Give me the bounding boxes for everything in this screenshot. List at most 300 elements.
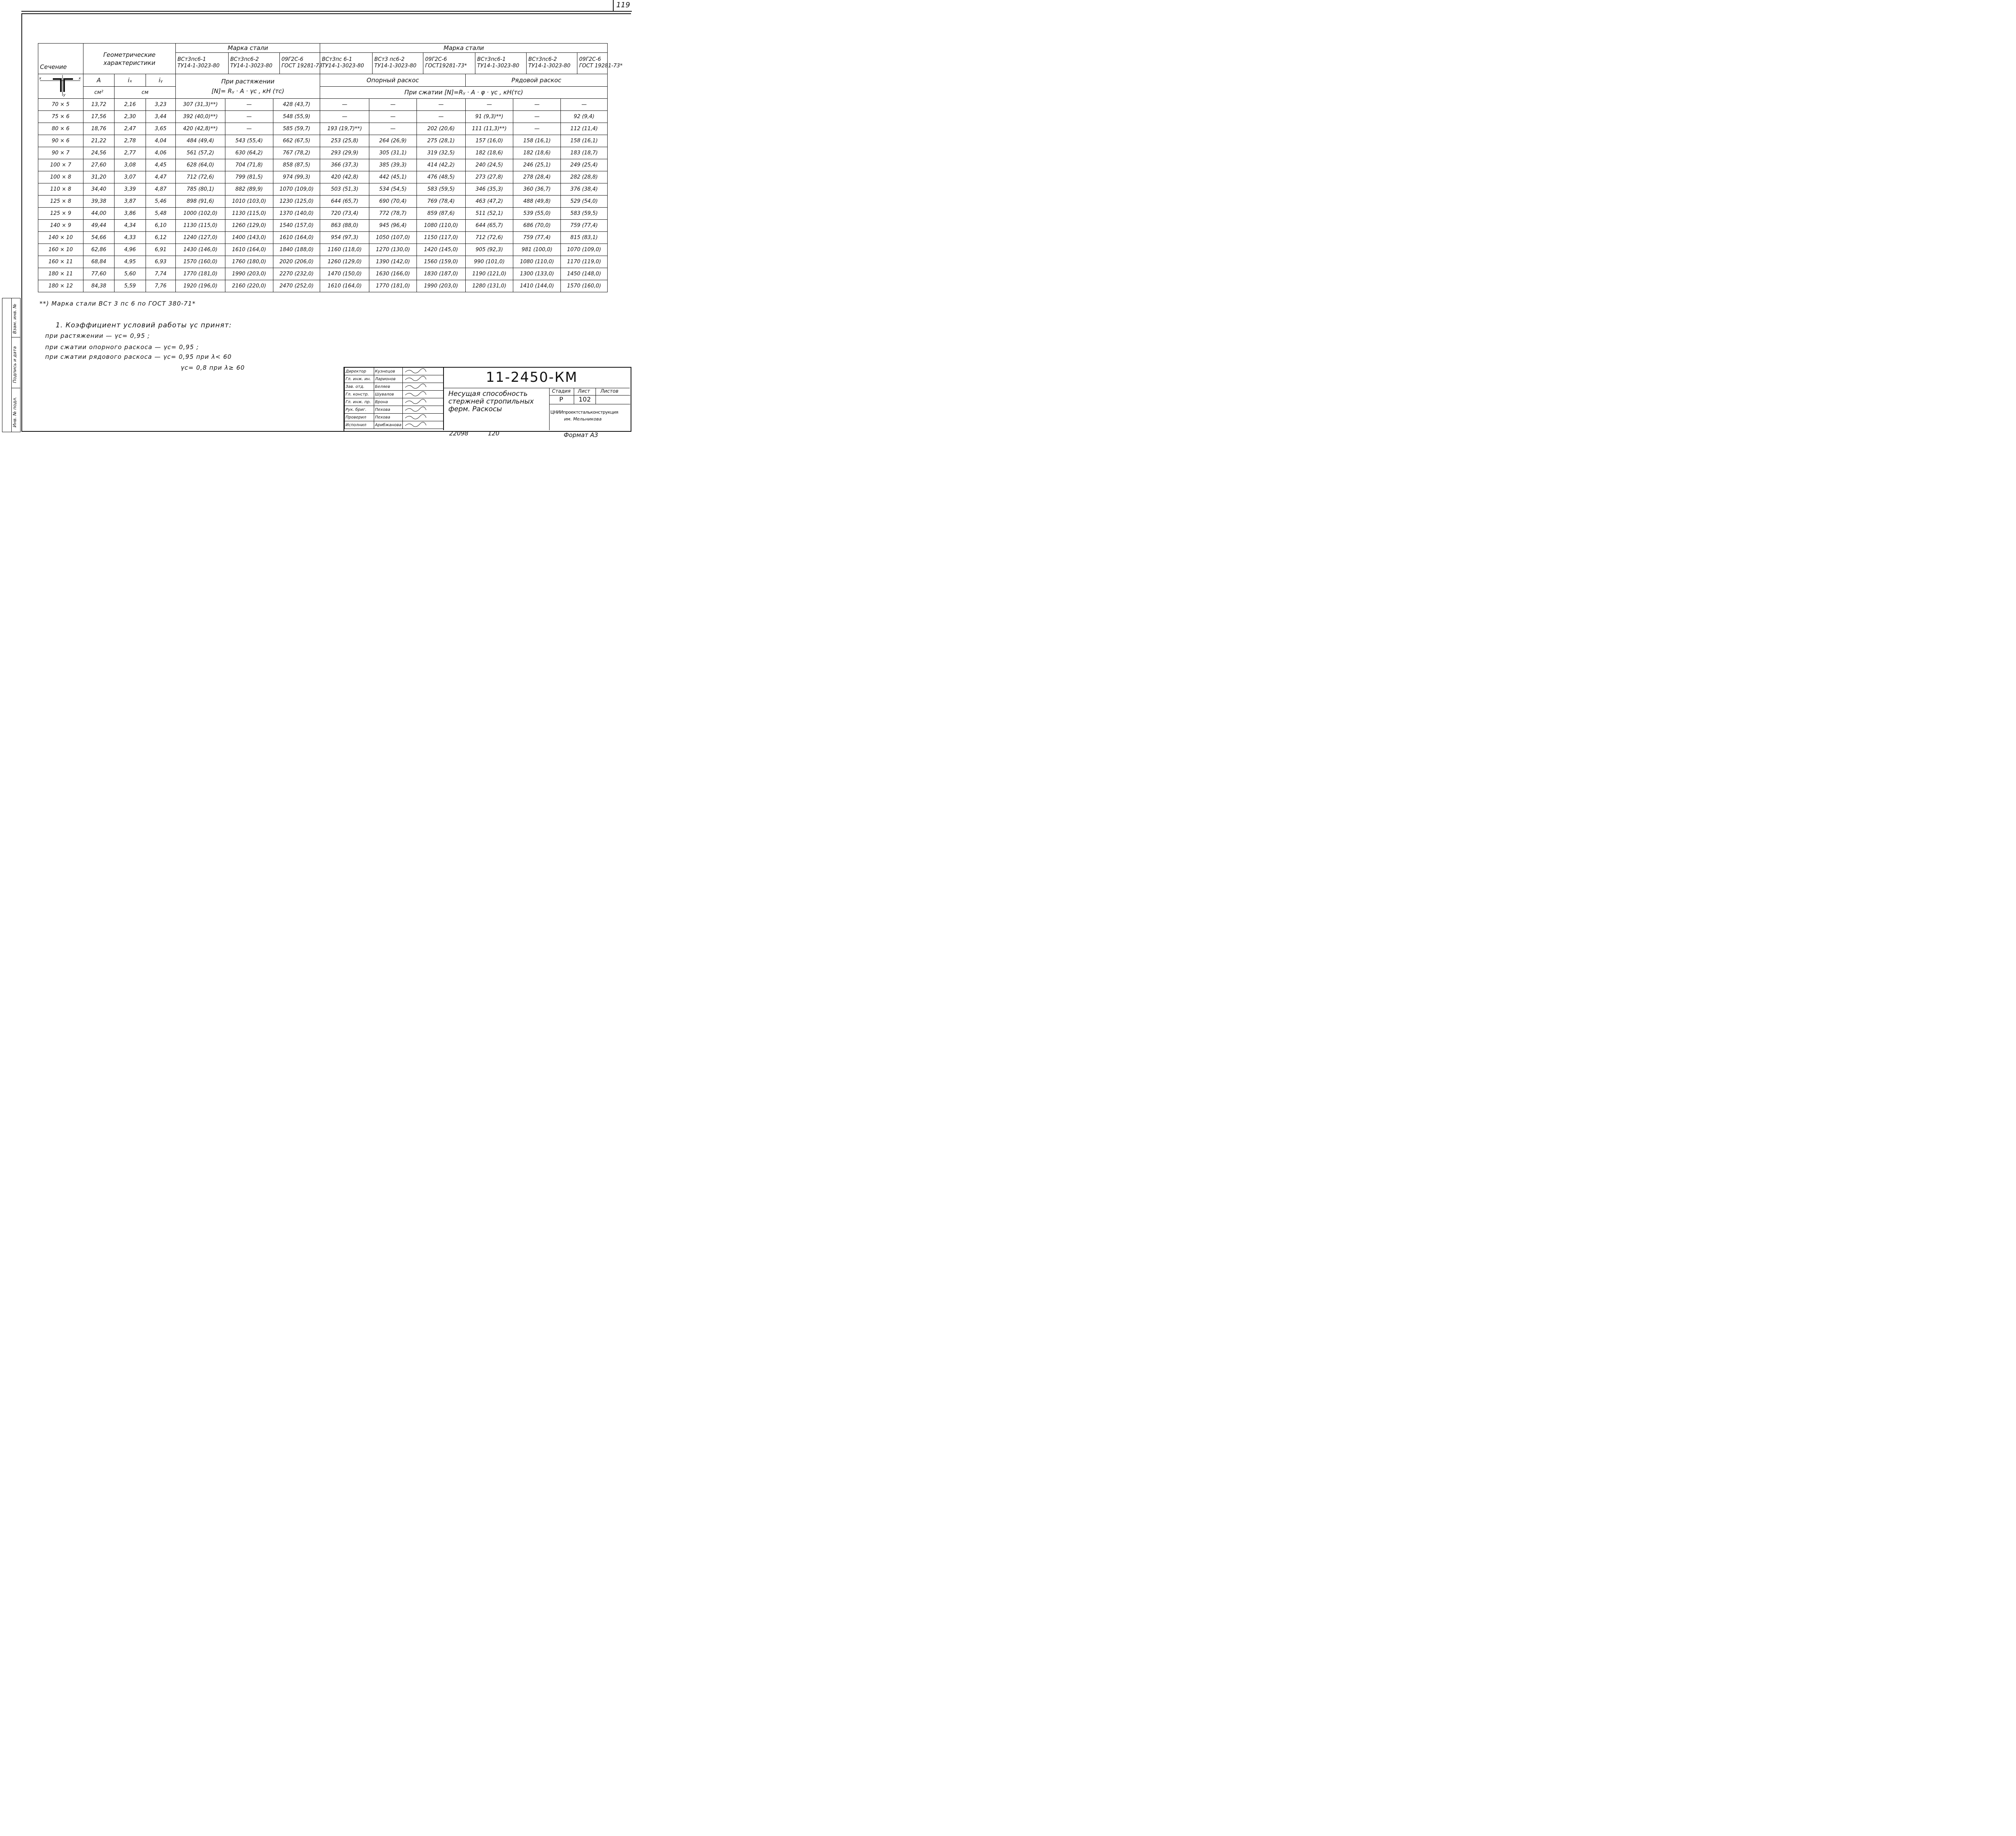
compression-formula: При сжатии [N]=Rᵧ · A · φ · γc , кН(тс) (320, 86, 608, 99)
signature (403, 391, 444, 398)
table-cell: 4,34 (115, 220, 146, 232)
signer-role: Гл. инж. пр. (345, 398, 374, 406)
table-cell: 6,91 (146, 244, 175, 256)
signer-name: Пехова (374, 406, 403, 414)
table-cell: 1770 (181,0) (369, 280, 417, 292)
table-cell: 859 (87,6) (417, 208, 465, 220)
left-margin-stamp (2, 298, 21, 432)
table-cell: 686 (70,0) (513, 220, 561, 232)
table-cell: 1990 (203,0) (225, 268, 273, 280)
table-cell: 1470 (150,0) (320, 268, 369, 280)
table-cell: 1050 (107,0) (369, 232, 417, 244)
row-section: 90 × 6 (38, 135, 83, 147)
row-section: 160 × 10 (38, 244, 83, 256)
table-cell: 13,72 (83, 99, 114, 111)
footnote: **) Марка стали ВСт 3 пс 6 по ГОСТ 380-71* (40, 300, 196, 307)
table-cell: 360 (36,7) (513, 183, 561, 196)
table-cell: 2470 (252,0) (273, 280, 320, 292)
table-cell: 583 (59,5) (561, 208, 608, 220)
table-cell: 385 (39,3) (369, 159, 417, 171)
table-cell: 767 (78,2) (273, 147, 320, 159)
signer-role: Рук. бриг. (345, 406, 374, 414)
table-cell: 1370 (140,0) (273, 208, 320, 220)
table-cell: — (417, 111, 465, 123)
table-row (38, 111, 608, 123)
table-cell: 529 (54,0) (561, 196, 608, 208)
header-steel-right (320, 44, 623, 74)
signer-role: Гл. инж. ин. (345, 375, 374, 383)
signer-name: Ларионов (374, 375, 403, 383)
table-cell: 1070 (109,0) (273, 183, 320, 196)
table-cell: 1070 (109,0) (561, 244, 608, 256)
row-brace-header: Рядовой раскос (465, 74, 607, 87)
row-section: 90 × 7 (38, 147, 83, 159)
table-cell: 54,66 (83, 232, 114, 244)
note-1: 1. Коэффициент условий работы γc принят: (56, 321, 232, 329)
header-iy: iᵧ (146, 74, 175, 87)
header-geom-line1: Геометрические (103, 51, 156, 58)
table-cell: 202 (20,6) (417, 123, 465, 135)
table-cell: 2,78 (115, 135, 146, 147)
row-section: 110 × 8 (38, 183, 83, 196)
table-cell: 662 (67,5) (273, 135, 320, 147)
table-cell: — (513, 123, 561, 135)
row-section: 140 × 10 (38, 232, 83, 244)
table-cell: 759 (77,4) (513, 232, 561, 244)
table-cell: 7,76 (146, 280, 175, 292)
row-section: 100 × 8 (38, 171, 83, 183)
signature (403, 421, 444, 429)
table-cell: 4,95 (115, 256, 146, 268)
table-cell: 720 (73,4) (320, 208, 369, 220)
signer-role: Проверил (345, 414, 374, 421)
table-cell: 5,59 (115, 280, 146, 292)
table-cell: 5,60 (115, 268, 146, 280)
stamp-replaced-inv: Взам. инв. № (12, 304, 17, 334)
table-cell: 476 (48,5) (417, 171, 465, 183)
table-cell: 644 (65,7) (320, 196, 369, 208)
sheet-label: Лист (578, 388, 590, 394)
table-cell: 2,30 (115, 111, 146, 123)
table-cell: 1430 (146,0) (176, 244, 225, 256)
table-cell: 815 (83,1) (561, 232, 608, 244)
table-cell: 3,65 (146, 123, 175, 135)
table-cell: 1130 (115,0) (225, 208, 273, 220)
section-sketch (38, 74, 83, 99)
table-cell: 2,16 (115, 99, 146, 111)
table-cell: — (225, 123, 273, 135)
table-cell: 3,39 (115, 183, 146, 196)
table-cell: — (513, 99, 561, 111)
table-cell: 21,22 (83, 135, 114, 147)
table-row (38, 268, 608, 280)
table-cell: 543 (55,4) (225, 135, 273, 147)
org-name: ЦНИИпроектстальконструкция (550, 410, 619, 415)
table-cell: 17,56 (83, 111, 114, 123)
table-cell: 704 (71,8) (225, 159, 273, 171)
table-cell: 307 (31,3)**) (176, 99, 225, 111)
table-cell: 2020 (206,0) (273, 256, 320, 268)
table-cell: 1770 (181,0) (176, 268, 225, 280)
table-cell: 3,08 (115, 159, 146, 171)
header-geom-line2: характеристики (103, 59, 156, 67)
support-brace-header: Опорный раскос (320, 74, 465, 87)
table-cell: 585 (59,7) (273, 123, 320, 135)
table-cell: 27,60 (83, 159, 114, 171)
table-cell: 77,60 (83, 268, 114, 280)
table-cell: 1450 (148,0) (561, 268, 608, 280)
table-cell: 246 (25,1) (513, 159, 561, 171)
table-cell: 18,76 (83, 123, 114, 135)
table-cell: — (465, 99, 513, 111)
table-cell: 4,96 (115, 244, 146, 256)
table-cell: 275 (28,1) (417, 135, 465, 147)
table-cell: 1190 (121,0) (465, 268, 513, 280)
signature (403, 368, 444, 375)
table-row (38, 220, 608, 232)
table-cell: 534 (54,5) (369, 183, 417, 196)
table-row (38, 196, 608, 208)
header-section: Сечение (38, 44, 83, 74)
table-cell: 463 (47,2) (465, 196, 513, 208)
table-cell: 68,84 (83, 256, 114, 268)
header-A: A (83, 74, 114, 87)
table-cell: 376 (38,4) (561, 183, 608, 196)
table-cell: 253 (25,8) (320, 135, 369, 147)
table-cell: 4,47 (146, 171, 175, 183)
table-cell: 346 (35,3) (465, 183, 513, 196)
table-cell: 4,33 (115, 232, 146, 244)
table-cell: 4,87 (146, 183, 175, 196)
unit-cm2: см² (83, 86, 114, 99)
table-cell: 539 (55,0) (513, 208, 561, 220)
table-cell: 1570 (160,0) (176, 256, 225, 268)
row-section: 100 × 7 (38, 159, 83, 171)
table-cell: 158 (16,1) (513, 135, 561, 147)
load-capacity-table (38, 43, 623, 292)
table-cell: 1540 (157,0) (273, 220, 320, 232)
table-cell: 484 (49,4) (176, 135, 225, 147)
signature (403, 406, 444, 414)
table-cell: 6,12 (146, 232, 175, 244)
signer-name: Арибжанова (374, 421, 403, 429)
archive-number: 22098 (449, 430, 469, 437)
table-cell: 49,44 (83, 220, 114, 232)
table-cell: — (417, 99, 465, 111)
signer-row (345, 414, 444, 421)
table-cell: 2,77 (115, 147, 146, 159)
table-row (38, 256, 608, 268)
table-cell: 3,44 (146, 111, 175, 123)
row-section: 180 × 12 (38, 280, 83, 292)
table-cell: 858 (87,5) (273, 159, 320, 171)
table-cell: 1560 (159,0) (417, 256, 465, 268)
table-row (38, 208, 608, 220)
table-row (38, 232, 608, 244)
signer-name: Беляев (374, 383, 403, 391)
table-row (38, 123, 608, 135)
table-cell: 1410 (144,0) (513, 280, 561, 292)
stage-block (549, 388, 630, 430)
table-cell: — (225, 111, 273, 123)
sheets-label: Листов (600, 388, 619, 394)
header-ix: iₓ (115, 74, 146, 87)
row-section: 180 × 11 (38, 268, 83, 280)
table-cell: 954 (97,3) (320, 232, 369, 244)
svg-text:y: y (63, 93, 66, 97)
signer-name: Пехова (374, 414, 403, 421)
table-cell: 5,48 (146, 208, 175, 220)
table-cell: 2270 (232,0) (273, 268, 320, 280)
table-cell: 2,47 (115, 123, 146, 135)
signer-name: Кузнецов (374, 368, 403, 375)
table-cell: 863 (88,0) (320, 220, 369, 232)
grade-r1: ВСт3пс 6-1 ТУ14-1-3023-80 (320, 53, 373, 74)
table-cell: 1260 (129,0) (320, 256, 369, 268)
signer-row (345, 398, 444, 406)
table-cell: 44,00 (83, 208, 114, 220)
table-cell: 182 (18,6) (465, 147, 513, 159)
note-5: γc= 0,8 при λ≥ 60 (181, 364, 245, 371)
table-cell: 1630 (166,0) (369, 268, 417, 280)
table-cell: 1760 (180,0) (225, 256, 273, 268)
signers-table (344, 367, 444, 429)
table-cell: 1920 (196,0) (176, 280, 225, 292)
table-cell: 1130 (115,0) (176, 220, 225, 232)
header-steel-left (176, 44, 323, 74)
table-cell: — (369, 99, 417, 111)
angle-section-icon (38, 74, 83, 97)
grade-l1: ВСт3пс6-1 ТУ14-1-3023-80 (176, 53, 229, 74)
table-cell: 112 (11,4) (561, 123, 608, 135)
table-cell: 1170 (119,0) (561, 256, 608, 268)
signer-row (345, 406, 444, 414)
table-row (38, 280, 608, 292)
page-mid-number: 120 (488, 430, 500, 437)
stage-label: Стадия (552, 388, 571, 394)
table-cell: 759 (77,4) (561, 220, 608, 232)
sheet-title: Несущая способность стержней стропильных ферм. Раскосы (448, 390, 534, 413)
table-cell: 1610 (164,0) (320, 280, 369, 292)
steel-grade-label-right: Марка стали (320, 44, 607, 53)
grade-r5: ВСт3пс6-2 ТУ14-1-3023-80 (527, 53, 577, 74)
table-cell: 785 (80,1) (176, 183, 225, 196)
table-cell: 111 (11,3)**) (465, 123, 513, 135)
table-cell: 420 (42,8) (320, 171, 369, 183)
table-cell: 428 (43,7) (273, 99, 320, 111)
table-cell: 84,38 (83, 280, 114, 292)
table-cell: 1280 (131,0) (465, 280, 513, 292)
document-code: 11-2450-КМ (486, 369, 578, 385)
table-row (38, 147, 608, 159)
grade-r2: ВСт3 пс6-2 ТУ14-1-3023-80 (373, 53, 423, 74)
table-cell: 1420 (145,0) (417, 244, 465, 256)
table-cell: 5,46 (146, 196, 175, 208)
svg-text:x: x (39, 77, 42, 81)
table-cell: 583 (59,5) (417, 183, 465, 196)
table-cell: 24,56 (83, 147, 114, 159)
signer-row (345, 391, 444, 398)
signer-row (345, 383, 444, 391)
table-cell: 2160 (220,0) (225, 280, 273, 292)
table-cell: 1230 (125,0) (273, 196, 320, 208)
row-section: 160 × 11 (38, 256, 83, 268)
stamp-signature-date: Подпись и дата (12, 346, 17, 383)
table-cell: 4,04 (146, 135, 175, 147)
signature (403, 398, 444, 406)
table-cell: — (513, 111, 561, 123)
row-section: 140 × 9 (38, 220, 83, 232)
table-cell: 990 (101,0) (465, 256, 513, 268)
signature (403, 383, 444, 391)
row-section: 125 × 8 (38, 196, 83, 208)
table-cell: 157 (16,0) (465, 135, 513, 147)
table-cell: 644 (65,7) (465, 220, 513, 232)
table-cell: 273 (27,8) (465, 171, 513, 183)
grade-r6: 09Г2С-6 ГОСТ 19281-73* (579, 56, 623, 69)
steel-grade-label-left: Марка стали (176, 44, 320, 53)
table-row (38, 99, 608, 111)
table-cell: 628 (64,0) (176, 159, 225, 171)
table-cell: 905 (92,3) (465, 244, 513, 256)
table-cell: 981 (100,0) (513, 244, 561, 256)
table-cell: 420 (42,8)**) (176, 123, 225, 135)
table-cell: 1400 (143,0) (225, 232, 273, 244)
table-cell: 92 (9,4) (561, 111, 608, 123)
table-cell: 799 (81,5) (225, 171, 273, 183)
org-sub: им. Мельникова (564, 416, 602, 422)
tension-title: При растяжении (221, 78, 275, 85)
tension-header (176, 74, 320, 99)
stage-value: Р (559, 396, 563, 403)
table-cell: 264 (26,9) (369, 135, 417, 147)
table-cell: 503 (51,3) (320, 183, 369, 196)
table-cell: 282 (28,8) (561, 171, 608, 183)
table-row (38, 183, 608, 196)
page-number: 119 (613, 0, 633, 11)
signature (403, 414, 444, 421)
table-cell: 6,10 (146, 220, 175, 232)
table-cell: 1270 (130,0) (369, 244, 417, 256)
table-cell: 158 (16,1) (561, 135, 608, 147)
table-cell: — (225, 99, 273, 111)
table-row (38, 135, 608, 147)
tension-formula: [N]= Rᵧ · A · γc , кН (тс) (211, 87, 284, 95)
table-cell: 1080 (110,0) (513, 256, 561, 268)
table-cell: 772 (78,7) (369, 208, 417, 220)
table-cell: 4,45 (146, 159, 175, 171)
table-cell: 1010 (103,0) (225, 196, 273, 208)
table-cell: 4,06 (146, 147, 175, 159)
table-cell: 3,23 (146, 99, 175, 111)
table-cell: 882 (89,9) (225, 183, 273, 196)
stamp-inv-orig: Инв. № подл. (12, 397, 17, 427)
table-cell: 6,93 (146, 256, 175, 268)
title-divider (443, 367, 444, 430)
table-cell: 511 (52,1) (465, 208, 513, 220)
table-cell: 392 (40,0)**) (176, 111, 225, 123)
row-section: 80 × 6 (38, 123, 83, 135)
table-cell: 414 (42,2) (417, 159, 465, 171)
note-4: при сжатии рядового раскоса — γc= 0,95 при λ< 60 (45, 353, 232, 360)
signer-row (345, 421, 444, 429)
table-cell: 898 (91,6) (176, 196, 225, 208)
table-cell: 31,20 (83, 171, 114, 183)
signer-row (345, 375, 444, 383)
note-3: при сжатии опорного раскоса — γc= 0,95 ; (45, 343, 199, 351)
table-cell: 34,40 (83, 183, 114, 196)
table-cell: 630 (64,2) (225, 147, 273, 159)
table-cell: — (320, 111, 369, 123)
table-cell: 249 (25,4) (561, 159, 608, 171)
table-cell: 182 (18,6) (513, 147, 561, 159)
row-section: 75 × 6 (38, 111, 83, 123)
sheet-value: 102 (579, 396, 591, 403)
table-cell: 7,74 (146, 268, 175, 280)
row-section: 70 × 5 (38, 99, 83, 111)
note-2: при растяжении — γc= 0,95 ; (45, 332, 150, 339)
table-cell: 1000 (102,0) (176, 208, 225, 220)
signature (403, 375, 444, 383)
table-cell: 39,38 (83, 196, 114, 208)
table-cell: — (369, 111, 417, 123)
table-cell: 3,86 (115, 208, 146, 220)
table-cell: 1150 (117,0) (417, 232, 465, 244)
grade-r4: ВСт3пс6-1 ТУ14-1-3023-80 (475, 53, 527, 74)
signer-role: Гл. констр. (345, 391, 374, 398)
grade-l3: 09Г2С-6 ГОСТ 19281-73 (281, 56, 323, 69)
table-cell: 1260 (129,0) (225, 220, 273, 232)
table-cell: 548 (55,9) (273, 111, 320, 123)
format-label: Формат А3 (564, 431, 598, 439)
table-row (38, 159, 608, 171)
table-cell: 1390 (142,0) (369, 256, 417, 268)
signer-role: Директор (345, 368, 374, 375)
svg-text:x: x (79, 77, 81, 81)
unit-cm: см (115, 86, 176, 99)
signer-row (345, 368, 444, 375)
table-cell: 305 (31,1) (369, 147, 417, 159)
table-cell: 945 (96,4) (369, 220, 417, 232)
grade-l2: ВСт3пс6-2 ТУ14-1-3023-80 (229, 53, 280, 74)
table-cell: 183 (18,7) (561, 147, 608, 159)
grade-r3: 09Г2С-6 ГОСТ19281-73* (423, 53, 475, 74)
row-section: 125 × 9 (38, 208, 83, 220)
table-cell: 91 (9,3)**) (465, 111, 513, 123)
table-cell: — (561, 99, 608, 111)
table-cell: 712 (72,6) (465, 232, 513, 244)
table-cell: 193 (19,7)**) (320, 123, 369, 135)
signer-role: Исполнил (345, 421, 374, 429)
table-cell: 561 (57,2) (176, 147, 225, 159)
table-cell: 1990 (203,0) (417, 280, 465, 292)
table-cell: 1300 (133,0) (513, 268, 561, 280)
table-cell: 1610 (164,0) (225, 244, 273, 256)
table-cell: 769 (78,4) (417, 196, 465, 208)
top-border-line (21, 11, 632, 12)
table-cell: — (320, 99, 369, 111)
table-cell: 1080 (110,0) (417, 220, 465, 232)
table-cell: 293 (29,9) (320, 147, 369, 159)
table-row (38, 171, 608, 183)
table-body (38, 99, 608, 292)
table-cell: 240 (24,5) (465, 159, 513, 171)
table-cell: 974 (99,3) (273, 171, 320, 183)
signer-name: Шувалов (374, 391, 403, 398)
table-cell: 488 (49,8) (513, 196, 561, 208)
table-cell: 1240 (127,0) (176, 232, 225, 244)
table-cell: 278 (28,4) (513, 171, 561, 183)
